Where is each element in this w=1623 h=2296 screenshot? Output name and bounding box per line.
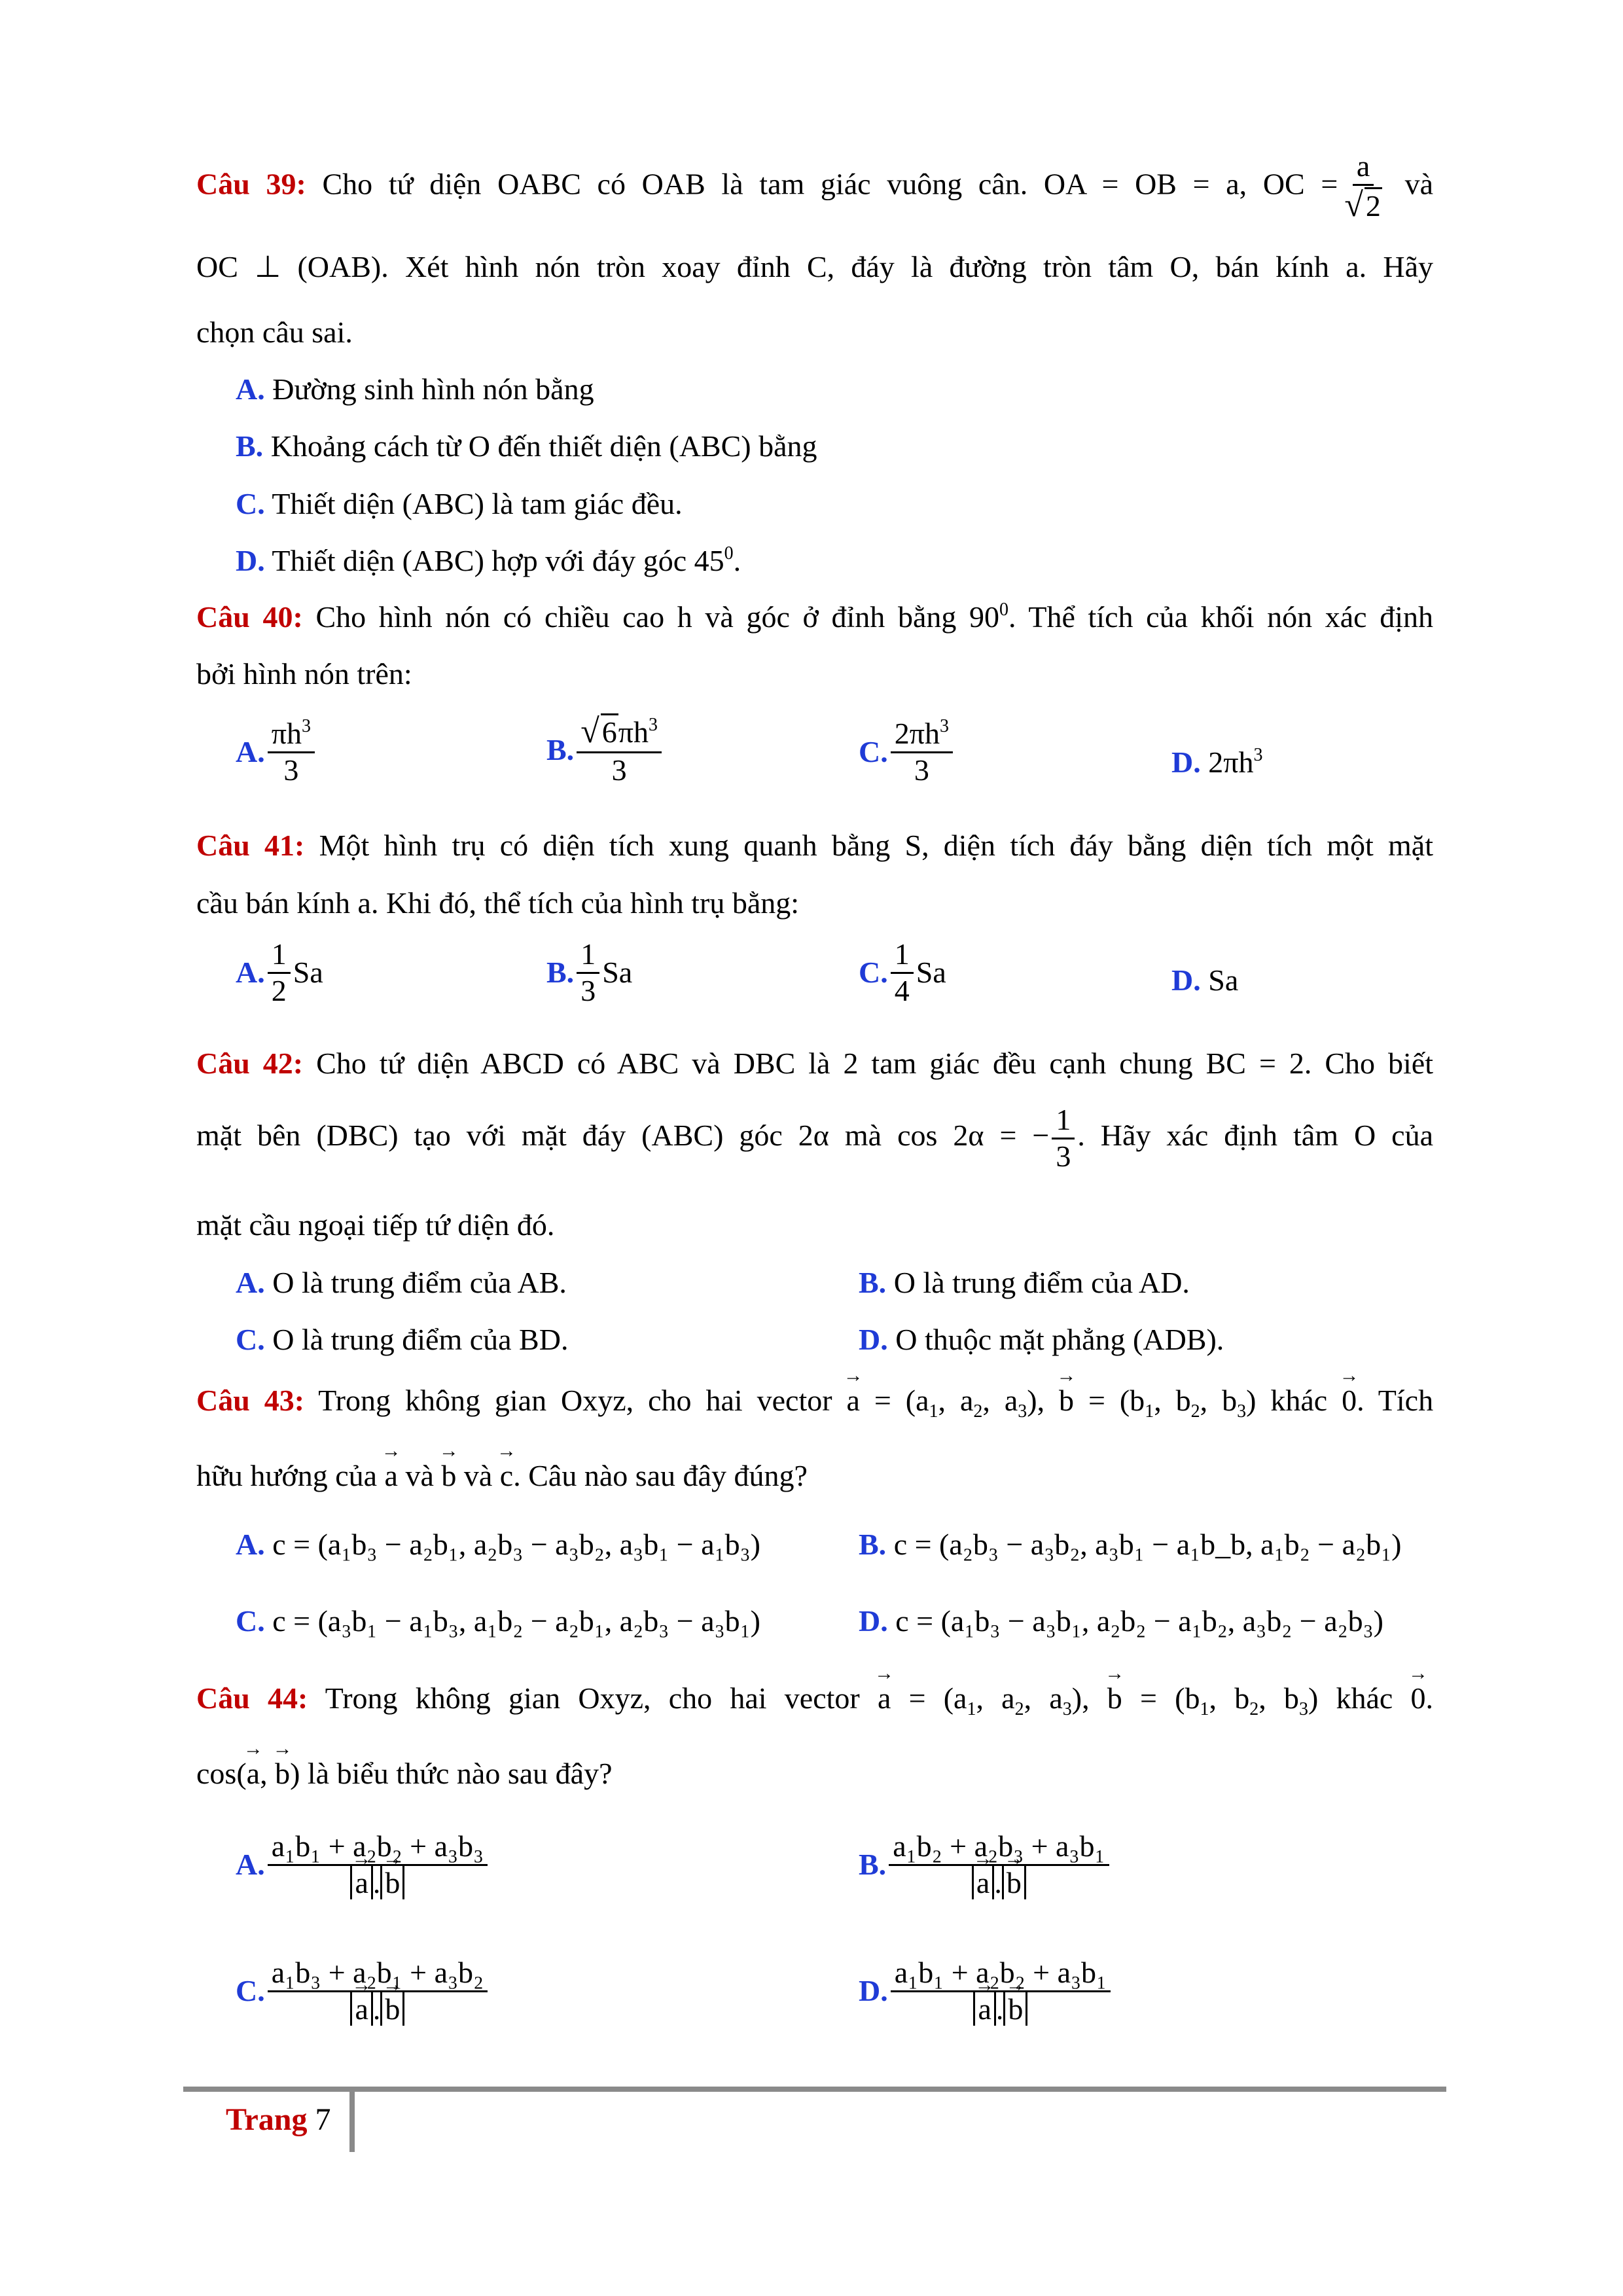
q40-line1: Câu 40: Cho hình nón có chiều cao h và góc ở đỉnh bằng $90^0$. Thể tích của khối nón xác định [196, 600, 1434, 634]
q42-option-a: A. O là trung điểm của AB. [236, 1266, 567, 1299]
page-number-value: 7 [315, 2102, 331, 2137]
q39-option-d: D. Thiết diện (ABC) hợp với đáy góc $45^0$. [236, 543, 741, 577]
q39-fraction: $\frac{a}{√2}$ [1344, 149, 1381, 224]
page-label: Trang [226, 2102, 308, 2137]
q40-option-a: A. $\frac{\pi h^3}{3}$ [236, 717, 317, 788]
q40-line2: bởi hình nón trên: [196, 657, 412, 691]
q44-option-b: B. a₁b₂ + a₂b₃ + a₃b₁ → a .→ b [859, 1829, 1112, 1901]
q39-line3: chọn câu sai. [196, 315, 353, 349]
q43-line1: Câu 43: Trong không gian Oxyz, cho hai vector → $a = (a_1$, $a_2$, $a_3$), → $b = (b_1$, $b_2$, $b_3$) khác → 0. Tích [196, 1381, 1433, 1420]
q40-option-d: D. $2\pi h^3$ [1171, 745, 1263, 779]
q43-option-a: A. c = (a₁b₃ − a₂b₁, a₂b₃ − a₃b₂, a₃b₁ − a₁b₃) [236, 1528, 761, 1561]
q41-option-b: B. $\frac{1}{3}$ Sa [546, 937, 633, 1007]
q44-option-a: A. a₁b₁ + a₂b₂ + a₃b₃ → a .→ b [236, 1829, 490, 1901]
q43-line2: hữu hướng của → a và → b và → c. Câu nào sau đây đúng? [196, 1456, 808, 1496]
q43-label: Câu 43: [196, 1384, 305, 1417]
q44-option-d: D. a₁b₁ + a₂b₂ + a₃b₁ → a .→ b [859, 1956, 1113, 2027]
q40-option-b: B. $\frac{√6\pi h^3}{3}$ [546, 712, 664, 788]
q41-option-c: C. $\frac{1}{4}$ Sa [859, 937, 946, 1007]
q41-line2: cầu bán kính a. Khi đó, thể tích của hình trụ bằng: [196, 886, 800, 920]
q43-option-b: B. c = (a₂b₃ − a₃b₂, a₃b₁ − a₁b_b, a₁b₂ − a₂b₁) [859, 1528, 1402, 1561]
q44-option-c: C. a₁b₃ + a₂b₁ + a₃b₂ → a .→ b [236, 1956, 490, 2027]
q42-line2: mặt bên (DBC) tạo với mặt đáy (ABC) góc 2α mà cos 2α = − $\frac{1}{3}$ . Hãy xác định tâm O của [196, 1103, 1433, 1173]
footer-vertical-divider [349, 2092, 355, 2152]
q42-label: Câu 42: [196, 1047, 304, 1080]
q41-line1: Câu 41: Một hình trụ có diện tích xung quanh bằng S, diện tích đáy bằng diện tích một mặt [196, 829, 1434, 862]
footer-divider [183, 2087, 1446, 2092]
q40-label: Câu 40: [196, 600, 303, 634]
q39-label: Câu 39: [196, 167, 306, 201]
page-number [226, 2100, 330, 2140]
q42-line1: Câu 42: Cho tứ diện ABCD có ABC và DBC là 2 tam giác đều cạnh chung BC = 2. Cho biết [196, 1047, 1433, 1080]
q41-label: Câu 41: [196, 829, 305, 862]
q44-label: Câu 44: [196, 1681, 308, 1715]
q39-option-c: C. Thiết diện (ABC) là tam giác đều. [236, 487, 683, 520]
q41-option-d: D. Sa [1171, 963, 1239, 997]
q40-option-c: C. $\frac{2\pi h^3}{3}$ [859, 717, 955, 788]
q42-option-b: B. O là trung điểm của AD. [859, 1266, 1190, 1299]
q44-line1: Câu 44: Trong không gian Oxyz, cho hai vector → $a = (a_1$, $a_2$, $a_3$), → $b = (b_1$, $b_2$, $b_3$) khác → 0. [196, 1679, 1433, 1718]
q39-line2: OC ⊥ (OAB). Xét hình nón tròn xoay đỉnh C, đáy là đường tròn tâm O, bán kính a. Hãy [196, 250, 1434, 283]
q42-option-c: C. O là trung điểm của BD. [236, 1323, 569, 1356]
q39-option-b: B. Khoảng cách từ O đến thiết diện (ABC) bằng [236, 429, 817, 463]
q43-option-c: C. c = (a₃b₁ − a₁b₃, a₁b₂ − a₂b₁, a₂b₃ − a₃b₁) [236, 1604, 761, 1638]
q39-option-a: A. Đường sinh hình nón bằng [236, 372, 594, 406]
q42-option-d: D. O thuộc mặt phẳng (ADB). [859, 1323, 1224, 1356]
q39-line1: Câu 39: Cho tứ diện OABC có OAB là tam giác vuông cân. OA = OB = a, OC = $\frac{a}{√2}$ và [196, 149, 1433, 224]
q44-line2: cos(→ a, → b) là biểu thức nào sau đây? [196, 1754, 612, 1793]
q41-option-a: A. $\frac{1}{2}$ Sa [236, 937, 323, 1007]
q42-line3: mặt cầu ngoại tiếp tứ diện đó. [196, 1208, 555, 1242]
q43-option-d: D. c = (a₁b₃ − a₃b₁, a₂b₂ − a₁b₂, a₃b₂ − a₂b₃) [859, 1604, 1384, 1638]
